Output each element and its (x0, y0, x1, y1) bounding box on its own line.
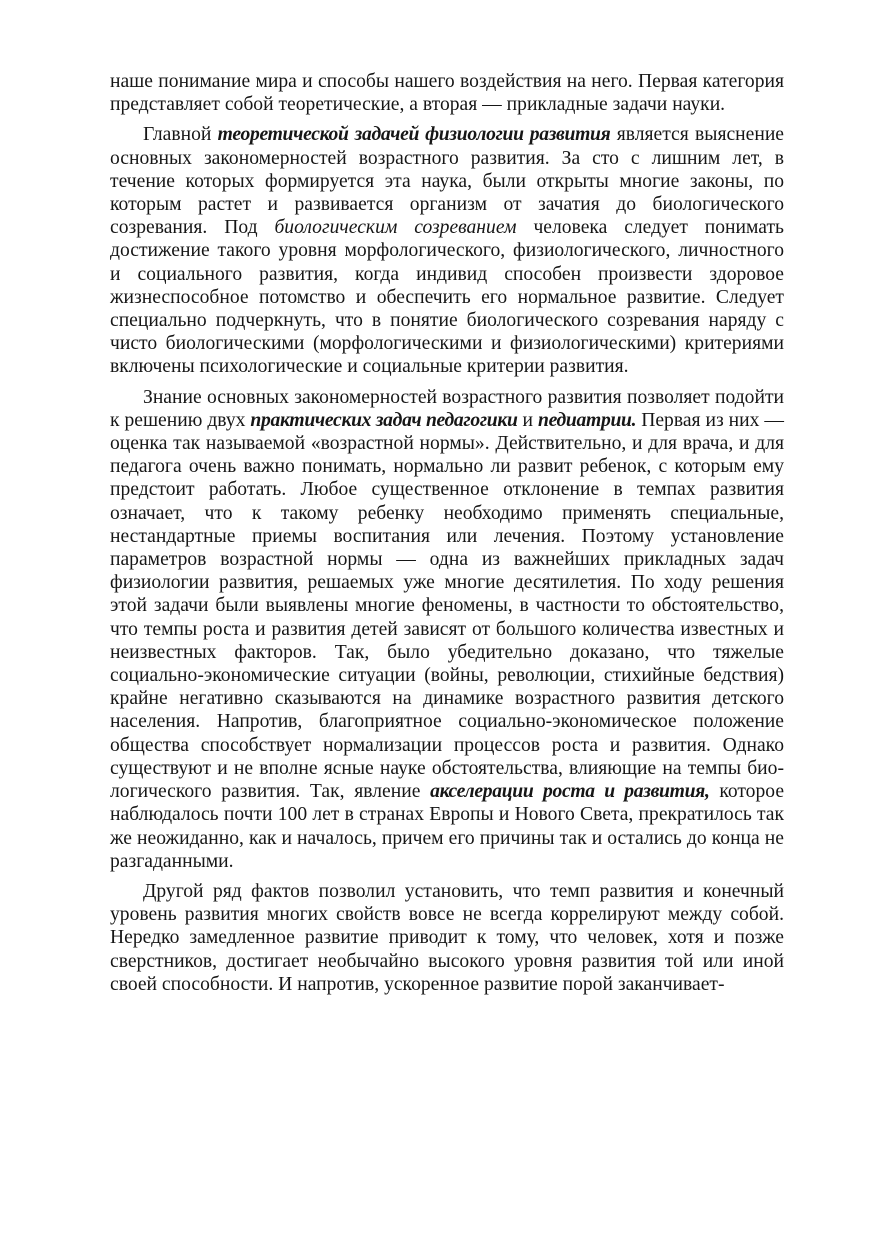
text-run: Главной (143, 124, 218, 146)
bold-italic-term: педиатрии. (537, 409, 637, 431)
bold-italic-term: теоретической задачей физиологии развития (217, 124, 611, 146)
text-run: наше понимание мира и способы нашего воздействия на него. Первая категория представляет собой теоретические, а вторая — прикладные задачи науки. (110, 71, 784, 116)
bold-italic-term: практических задач педагогики (250, 409, 518, 431)
text-run: человека следует понимать достижение такого уровня морфологического, физиологического, личностного и социального развития, когда индивид способен произвести здоровое жизнеспособное потомство и обеспечить его нормальное развитие. Следует специально подчеркнуть, что в понятие биологического созревания наряду с чисто биологическими (морфологическими и физиологическими) критериями включены психологические и социальные критерии развития. (110, 217, 784, 378)
text-run: и (517, 409, 538, 431)
text-run: Первая из них — оценка так называемой «возрастной нормы». Действительно, и для врача, и для педагога очень важно понимать, нормально ли развит ребенок, с которым ему предстоит работать. Любое существенное отклонение в темпах развития означает, что к такому ребенку необходимо применять специальные, нестандартные приемы воспитания или лечения. Поэтому установление параметров возрастной нормы — одна из важнейших прикладных задач физиологии развития, решаемых уже многие десятилетия. По ходу решения этой задачи были выявлены многие феномены, в частности то обстоятельство, что темпы роста и развития детей зависят от большого количества известных и неизвестных факторов. Так, было убедительно доказано, что тяжелые социально-экономические ситуации (войны, революции, стихийные бедствия) крайне негативно сказываются на динамике возрастного развития детского населения. Напротив, благоприятное социально-экономическое положение общества способствует нормализации процессов роста и развития. Однако существуют и не вполне ясные науке обстоятельства, влияющие на темпы биологического развития. Так, явление (110, 409, 784, 803)
text-run: является выяснение основных закономерностей возрастного развития. За сто с лишним лет, в течение которых формируется эта наука, были открыты многие законы, по которым растет и развивается организм от зачатия до биологического созревания. Под (110, 124, 785, 239)
text-run: Другой ряд фактов позволил установить, что темп развития и конечный уровень развития многих свойств вовсе не всегда коррелируют между собой. Нередко замедленное развитие приводит к тому, что человек, хотя и позже сверстников, достигает необычайно высокого уровня развития той или иной своей способности. И напротив, ускоренное развитие порой заканчивает- (110, 880, 784, 995)
book-page (110, 70, 784, 996)
paragraph (110, 386, 784, 873)
text-run: Знание основных закономерностей возрастного развития позволяет подойти к решению двух (110, 386, 784, 431)
bold-italic-term: акселерации роста и развития, (430, 781, 710, 803)
paragraph (110, 70, 784, 116)
paragraph (110, 123, 784, 378)
text-run: которое наблюдалось почти 100 лет в странах Европы и Нового Света, прекратилось так же неожиданно, как и началось, причем его причины так и остались до конца не разгаданными. (110, 781, 785, 872)
italic-term: биологическим созреванием (274, 217, 517, 239)
paragraph (110, 880, 784, 996)
